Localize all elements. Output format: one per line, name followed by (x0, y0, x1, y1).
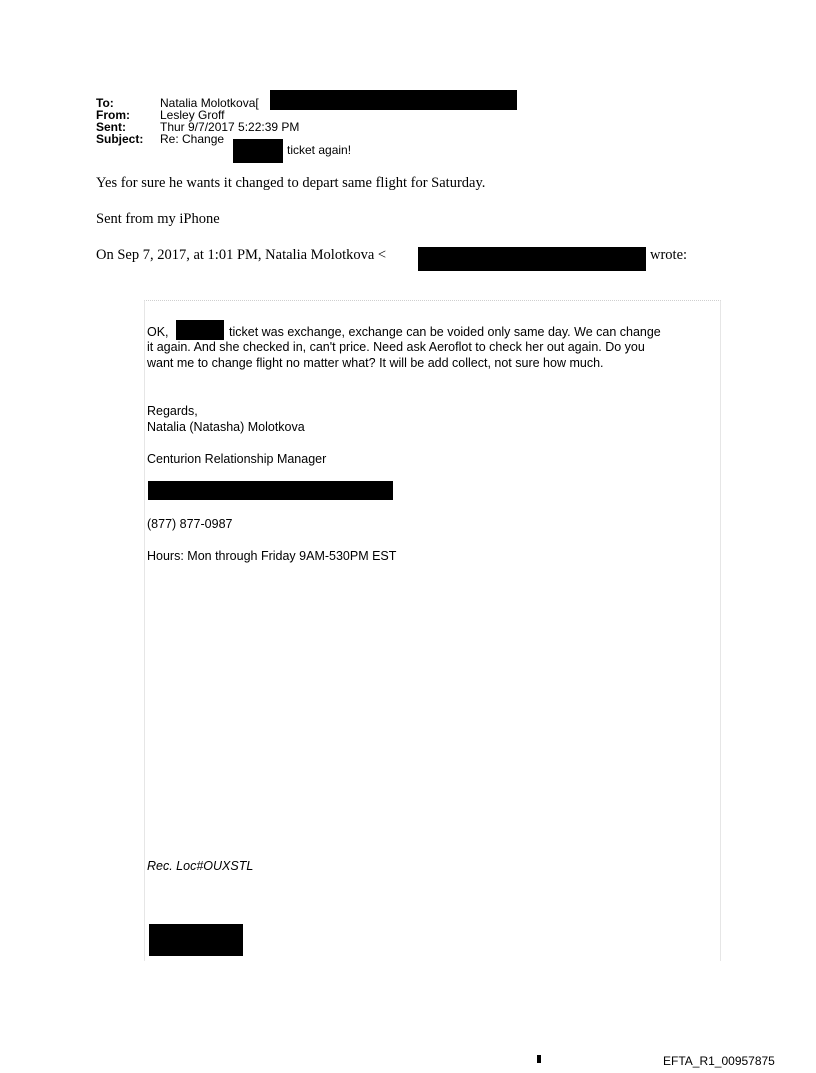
redaction-to-email (270, 90, 517, 110)
quoted-line1: ticket was exchange, exchange can be voided only same day. We can change (229, 325, 661, 339)
sender-name: Natalia (Natasha) Molotkova (147, 420, 305, 434)
quoted-line2: it again. And she checked in, can't price. Need ask Aeroflot to check her out again. Do you (147, 340, 645, 354)
redaction-subject-name (233, 139, 283, 163)
to-value: Natalia Molotkova[ (160, 96, 259, 110)
sent-value: Thur 9/7/2017 5:22:39 PM (160, 120, 300, 134)
sender-title: Centurion Relationship Manager (147, 452, 327, 466)
sent-label: Sent: (96, 120, 126, 134)
sender-phone: (877) 877-0987 (147, 517, 233, 531)
page-mark (537, 1055, 541, 1063)
from-value: Lesley Groff (160, 108, 225, 122)
quoted-line3: want me to change flight no matter what? It will be add collect, not sure how much. (147, 356, 604, 370)
redaction-sender-email (418, 247, 646, 271)
sender-hours: Hours: Mon through Friday 9AM-530PM EST (147, 549, 397, 563)
redaction-passenger-name (176, 320, 224, 340)
regards-text: Regards, (147, 404, 198, 418)
subject-value-post: ticket again! (287, 143, 352, 157)
quoted-ok: OK, (147, 325, 169, 339)
from-label: From: (96, 108, 130, 122)
reply-text: Yes for sure he wants it changed to depart same flight for Saturday. (96, 175, 486, 191)
redaction-sender-contact (148, 481, 393, 500)
subject-value-pre: Re: Change (160, 132, 225, 146)
on-line-post: wrote: (650, 247, 688, 263)
to-label: To: (96, 96, 114, 110)
signature-text: Sent from my iPhone (96, 211, 220, 227)
document-id: EFTA_R1_00957875 (663, 1054, 775, 1068)
record-locator: Rec. Loc#OUXSTL (147, 859, 254, 873)
redaction-bottom (149, 924, 243, 956)
subject-label: Subject: (96, 132, 144, 146)
on-line-pre: On Sep 7, 2017, at 1:01 PM, Natalia Molotkova < (96, 247, 387, 263)
